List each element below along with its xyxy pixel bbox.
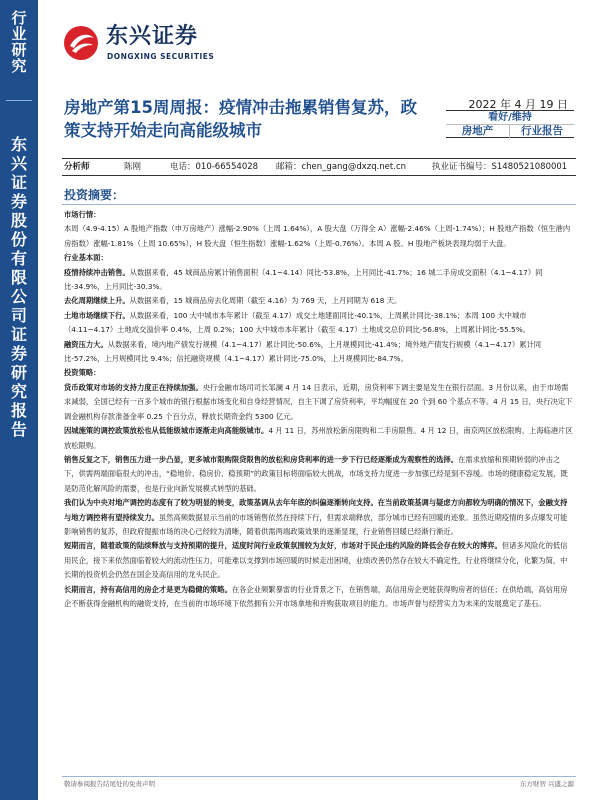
strategy-paragraph: 短期而言，随着政策的陆续释放与支持预期的提升，适度时间行业政策氛围较为友好，市场对于民企违约风险的降低会存在较大的博弈。但诸多风险化的低信用民企，接下来依然面临着较大的流动性压力，可能难以支撑到市场回暖的时候走出困境，业绩改善仍然存在较大不确定性，行业将继续分化，化繁为简，中长期的投资机会仍然在国企及高信用的龙头民企。 xyxy=(64,541,568,580)
analyst-label: 分析师 xyxy=(64,162,90,172)
analyst-phone: 电话：010-66554028 xyxy=(170,162,259,172)
report-type: 行业报告 xyxy=(521,125,563,137)
analyst-name: 陈刚 xyxy=(124,162,142,172)
footer-disclaimer: 敬请参阅报告结尾处的免责声明 xyxy=(64,780,155,788)
strategy-paragraph: 因城施策的调控政策放松也从低能级城市逐渐走向高能级城市。4 月 11 日，苏州放松新房限购和二手房限售。4 月 12 日，南京两区放松限购、上海临港片区放松限购。 xyxy=(64,426,573,450)
summary-rule xyxy=(62,204,576,205)
market-text: 本周（4.9-4.15）A 股地产指数（申万房地产）涨幅-2.90%（上周 1.64%），A 股大盘（万得全 A）涨幅-2.46%（上周-1.74%）；H 股地产指数（恒生港内房指数）涨幅-1.81%（上周 10.65%），H 股大盘（恒生指数）涨幅-1.62%（上周-0.76%）。本周 A 股、H 股地产板块表现均弱于大盘。 xyxy=(64,224,571,248)
rating-sector: 房地产 xyxy=(446,125,510,138)
strategy-title: 投资策略： xyxy=(64,368,101,378)
footer-slogan: 东方财智 兴盛之源 xyxy=(519,780,574,788)
left-sidebar xyxy=(0,0,38,800)
analyst-email: 邮箱：chen_gang@dxzq.net.cn xyxy=(276,162,407,172)
strategy-paragraph: 货币政策对市场的支持力度正在持续加强。央行金融市场司司长邹澜 4 月 14 日表示，近期，房贷利率下调主要是发生在银行层面。3 月份以来，由于市场需求减弱，全国已经有一百多个城市的银行根据市场变化和自身经营情况，自主下调了房贷利率，平均幅度在 20 个到 60 个基点不等。4 月 15 日，央行决定下调金融机构存款准备金率 0.25 个百分点，释放长期资金约 5300 亿元。 xyxy=(64,382,573,421)
sidebar-category: 行业研究 xyxy=(11,9,27,75)
logo-text-cn: 东兴证券 xyxy=(106,24,199,49)
summary-body xyxy=(64,208,574,611)
market-title: 市场行情： xyxy=(64,210,101,219)
fund-paragraph: 疫情持续冲击销售。从数据来看，45 城商品房累计销售面积（4.1~4.14）同比-53.8%，上月同比-41.7%；16 城二手房成交面积（4.1~4.17）同比-34.9%，上月同比-30.3%。 xyxy=(64,267,543,292)
company-logo xyxy=(62,24,242,68)
rating-box xyxy=(446,110,574,138)
analyst-bar xyxy=(62,158,576,176)
strategy-paragraph: 我们认为中央对地产调控的态度有了较为明显的转变，政策基调从去年年底的纠偏逐渐转向支持。在当前政策基调与疑虑方向都较为明确的情况下，金融支持与地方调控将有望持续发力。虽然高频数据显示当前的市场销售依然在持续下行，但需求端释放，部分城市已经有回暖的迹象。虽然近期疫情的多点爆发可能影响销售的复苏，但政府提振市场的决心已经较为清晰，随着供需两端政策效果的逐渐显现，行业销售回暖已经渐行渐近。 xyxy=(64,498,568,536)
summary-heading: 投资摘要： xyxy=(64,188,125,202)
report-title: 房地产第15周周报：疫情冲击拖累销售复苏，政策支持开始走向高能级城市 xyxy=(64,98,417,140)
page-footer xyxy=(62,776,576,790)
report-date: 2022 年 4 月 19 日 xyxy=(468,98,568,111)
strategy-paragraph: 销售反复之下，销售压力进一步凸显，更多城市限购限贷限售的放松和房贷利率的进一步下行已经逐渐成为观察性的选择。在需求放缩和预期转弱的冲击之下，供需两端面临很大的冲击，“稳地价、稳房价、稳预期”的政策目标将面临较大挑战，市场支持力度进一步加强已经是刻不容缓。市场的健康稳定发展，既是防范化解风险的需要，也是行业向新发展模式转型的基础。 xyxy=(64,454,568,493)
analyst-cert: 执业证书编号：S1480521080001 xyxy=(432,162,568,172)
strategy-paragraph: 长期而言，持有高信用的房企才是更为稳健的策略。在各企业频繁暴雷的行业背景之下，在销售端，高信用房企更能获得购房者的信任；在供给端，高信用房企不断获得金融机构的融资支持，在当前的市场环境下依然拥有公开市场拿地和并购获取项目的能力。市场声誉与经营实力为未来的发展奠定了基石。 xyxy=(64,584,568,608)
logo-text-en: DONGXING SECURITIES xyxy=(107,52,215,61)
logo-mark-icon xyxy=(62,24,100,62)
sidebar-company: 东兴证券股份有限公司证券研究报告 xyxy=(10,135,27,439)
sidebar-divider xyxy=(6,100,32,101)
fund-paragraph: 去化周期继续上升。从数据来看，15 城商品房去化周期（截至 4.16）为 769 天，上月同期为 618 天。 xyxy=(64,296,402,306)
fund-paragraph: 融资压力大。从数据来看，境内地产债发行规模（4.1~4.17）累计同比-50.6%，上月规模同比-41.4%；境外地产债发行规模（4.1~4.17）累计同比-57.2%，上月规模同比 9.4%；信托融资规模（4.1~4.17）累计同比-75.0%，上月规模同比-84.7%。 xyxy=(64,339,542,364)
rating-value: 看好/维持 xyxy=(446,112,574,125)
fundamentals-title: 行业基本面： xyxy=(64,253,108,263)
fund-paragraph: 土地市场继续下行。从数据来看，100 大中城市本年累计（截至 4.17）成交土地建面同比-40.1%，上周累计同比-38.1%；本周 100 大中城市（4.11~4.17）土地成交溢价率 0.4%，上周 0.2%；100 大中城市本年累计（截至 4.17）土地成交总价同比-56.8%，上周累计同比-55.5%。 xyxy=(64,310,530,335)
